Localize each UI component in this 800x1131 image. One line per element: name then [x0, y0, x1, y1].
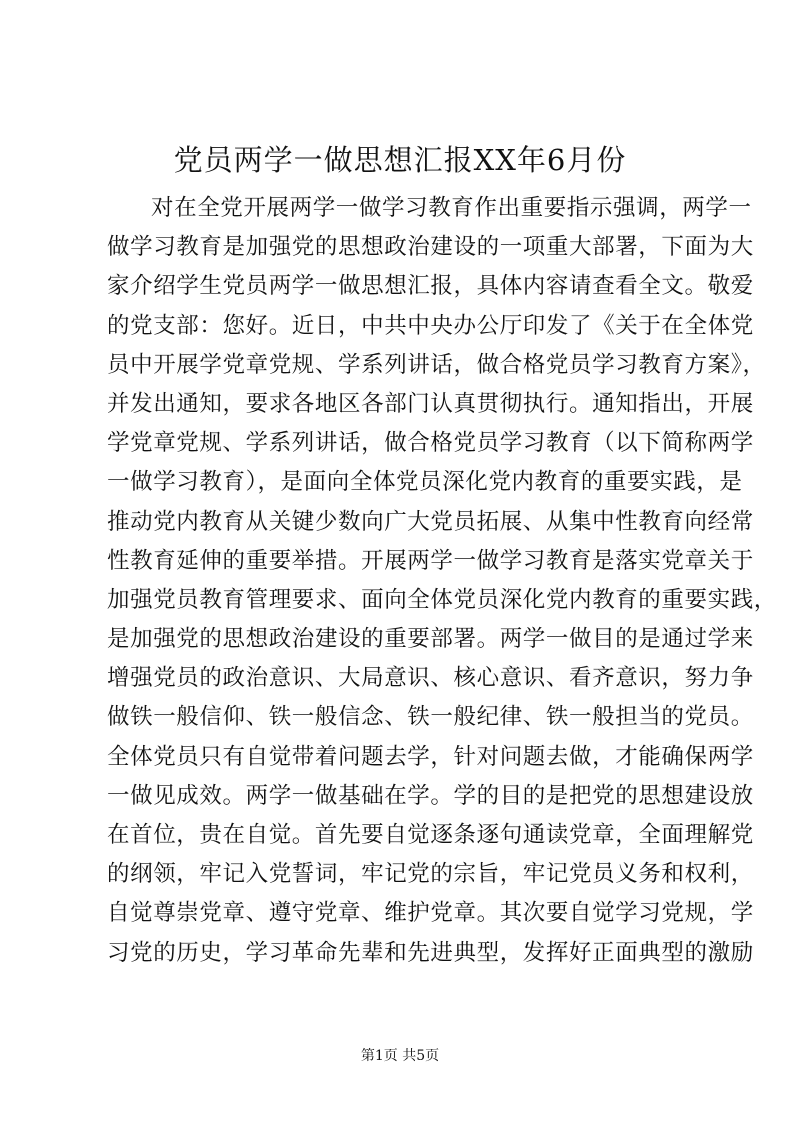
body-line: 加强党员教育管理要求、面向全体党员深化党内教育的重要实践， [107, 586, 777, 613]
body-line: 并发出通知，要求各地区各部门认真贯彻执行。通知指出，开展 [107, 390, 754, 417]
body-line: 员中开展学党章党规、学系列讲话，做合格党员学习教育方案》， [107, 351, 766, 378]
body-line: 学党章党规、学系列讲话，做合格党员学习教育（以下简称两学 [107, 430, 754, 457]
page-footer: 第1页 共5页 [360, 1048, 440, 1064]
body-line: 全体党员只有自觉带着问题去学，针对问题去做，才能确保两学 [107, 743, 754, 770]
document-title: 党员两学一做思想汇报XX年6月份 [173, 143, 627, 177]
body-line: 一做学习教育），是面向全体党员深化党内教育的重要实践，是 [107, 469, 743, 496]
body-line: 增强党员的政治意识、大局意识、核心意识、看齐意识，努力争 [107, 665, 754, 692]
body-line: 做学习教育是加强党的思想政治建设的一项重大部署，下面为大 [107, 234, 754, 261]
body-line: 做铁一般信仰、铁一般信念、铁一般纪律、铁一般担当的党员。 [107, 704, 754, 731]
body-line: 自觉尊崇党章、遵守党章、维护党章。其次要自觉学习党规，学 [107, 900, 754, 927]
document-body [107, 189, 777, 973]
body-line: 一做见成效。两学一做基础在学。学的目的是把党的思想建设放 [107, 782, 754, 809]
body-line: 的党支部：您好。近日，中共中央办公厅印发了《关于在全体党 [107, 312, 754, 339]
body-line: 在首位，贵在自觉。首先要自觉逐条逐句通读党章，全面理解党 [107, 822, 754, 848]
body-line: 是加强党的思想政治建设的重要部署。两学一做目的是通过学来 [107, 626, 754, 653]
body-line: 的纲领，牢记入党誓词，牢记党的宗旨，牢记党员义务和权利， [107, 861, 754, 888]
body-line: 习党的历史，学习革命先辈和先进典型，发挥好正面典型的激励 [107, 939, 754, 966]
body-line: 对在全党开展两学一做学习教育作出重要指示强调，两学一 [151, 195, 752, 221]
body-line: 性教育延伸的重要举措。开展两学一做学习教育是落实党章关于 [107, 547, 754, 574]
body-line: 推动党内教育从关键少数向广大党员拓展、从集中性教育向经常 [107, 508, 754, 535]
body-line: 家介绍学生党员两学一做思想汇报，具体内容请查看全文。敬爱 [107, 273, 754, 300]
